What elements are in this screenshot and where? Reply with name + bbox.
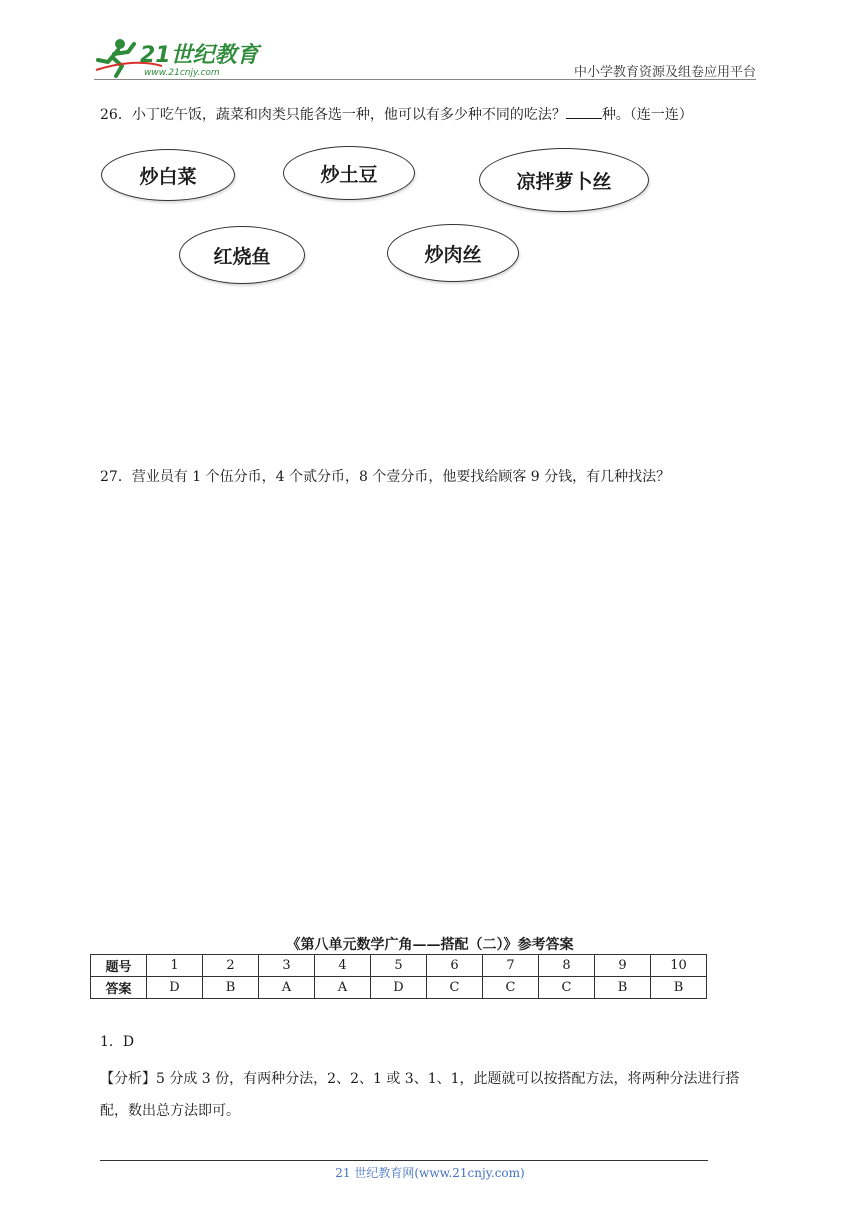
- option-oval-chao-baicai[interactable]: [101, 149, 235, 201]
- logo-url: www.21cnjy.com: [144, 68, 220, 78]
- runner-logo-icon: [94, 36, 264, 80]
- question-26-suffix: 种。（连一连）: [601, 107, 693, 123]
- option-label: 炒肉丝: [424, 243, 482, 266]
- option-label: 红烧鱼: [213, 245, 271, 268]
- answer-cell: C: [427, 977, 483, 999]
- question-26: [100, 104, 693, 126]
- question-number-cell: 5: [371, 955, 427, 977]
- question-27: 27．营业员有 1 个伍分币，4 个贰分币，8 个壹分币，他要找给顾客 9 分钱，有几种找法？: [100, 469, 671, 485]
- solution-1-analysis: [100, 1063, 760, 1127]
- answer-cell: B: [595, 977, 651, 999]
- answer-cell: C: [483, 977, 539, 999]
- footer-divider: [100, 1160, 708, 1161]
- option-oval-chao-tudou[interactable]: [283, 146, 415, 200]
- answer-key-title: 《第八单元数学广角——搭配（二）》参考答案: [286, 937, 574, 953]
- question-number-cell: 7: [483, 955, 539, 977]
- answer-cell: B: [203, 977, 259, 999]
- option-oval-hongshao-yu[interactable]: [179, 226, 305, 284]
- question-number-cell: 9: [595, 955, 651, 977]
- analysis-tag: 【分析】: [100, 1071, 156, 1087]
- footer-link[interactable]: 21 世纪教育网(www.21cnjy.com): [335, 1166, 525, 1180]
- solution-1-answer: 1．D: [100, 1034, 135, 1050]
- question-26-text: 26．小丁吃午饭，蔬菜和肉类只能各选一种，他可以有多少种不同的吃法？: [100, 107, 566, 123]
- answer-table: [90, 954, 707, 999]
- question-number-cell: 8: [539, 955, 595, 977]
- logo-text: 21世纪教育: [140, 43, 259, 68]
- answer-blank[interactable]: [566, 104, 602, 119]
- question-number-cell: 4: [315, 955, 371, 977]
- answer-cell: D: [371, 977, 427, 999]
- row-label: 答案: [91, 977, 147, 999]
- analysis-text: 5 分成 3 份，有两种分法，2、2、1 或 3、1、1，此题就可以按搭配方法，将两种分法进行搭配，数出总方法即可。: [100, 1071, 740, 1119]
- answer-cell: C: [539, 977, 595, 999]
- option-label: 炒土豆: [320, 163, 378, 186]
- question-number-cell: 1: [147, 955, 203, 977]
- header-platform-text: 中小学教育资源及组卷应用平台: [573, 65, 756, 80]
- question-number-cell: 6: [427, 955, 483, 977]
- answer-cell: B: [651, 977, 707, 999]
- answer-cell: A: [315, 977, 371, 999]
- table-row: [91, 955, 707, 977]
- table-row: [91, 977, 707, 999]
- option-label: 凉拌萝卜丝: [516, 170, 612, 193]
- answer-cell: D: [147, 977, 203, 999]
- question-number-cell: 3: [259, 955, 315, 977]
- option-oval-liangban-luobosi[interactable]: [479, 148, 649, 212]
- answer-cell: A: [259, 977, 315, 999]
- site-logo: [94, 36, 264, 80]
- question-number-cell: 10: [651, 955, 707, 977]
- question-number-cell: 2: [203, 955, 259, 977]
- option-oval-chao-rousi[interactable]: [387, 224, 519, 282]
- row-label: 题号: [91, 955, 147, 977]
- option-label: 炒白菜: [139, 165, 197, 188]
- header-divider: [94, 79, 756, 80]
